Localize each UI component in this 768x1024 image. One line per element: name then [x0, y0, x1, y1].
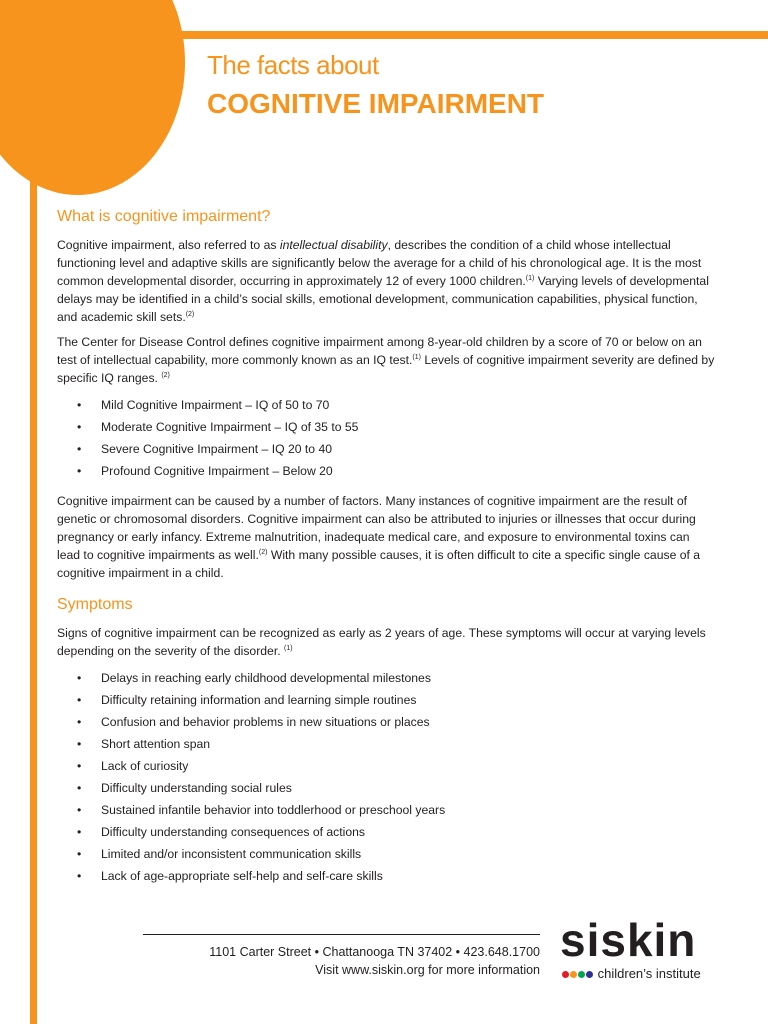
list-item: • Lack of curiosity	[101, 755, 715, 777]
footer-address: 1101 Carter Street • Chattanooga TN 37402 • 423.648.1700	[209, 945, 540, 959]
section-heading-what-is: What is cognitive impairment?	[57, 208, 271, 225]
list-item: • Confusion and behavior problems in new situations or places	[101, 711, 715, 733]
intro-paragraph: Cognitive impairment, also referred to as intellectual disability, describes the condition of a child whose intellectual functioning level and adaptive skills are significantly below the average for a child of his chronological age. It is the most common developmental disorder, occurring in approximately 12 of every 1000 children.$^{(1)}$ Varying levels of developmental delays may be identified in a child’s social skills, emotional development, communication capabilities, physical function, and academic skill sets.$^{(2)}$	[57, 238, 709, 324]
symptoms-list	[57, 667, 715, 887]
list-item: • Delays in reaching early childhood developmental milestones	[101, 667, 715, 689]
list-item: • Profound Cognitive Impairment – Below 20	[101, 460, 715, 482]
list-item: • Sustained infantile behavior into toddlerhood or preschool years	[101, 799, 715, 821]
logo-dot-blue-icon	[586, 971, 593, 978]
footer-website: Visit www.siskin.org for more information	[315, 963, 540, 977]
list-item: • Moderate Cognitive Impairment – IQ of 35 to 55	[101, 416, 715, 438]
logo-subtitle-text: children’s institute	[597, 966, 701, 981]
logo-wordmark: siskin	[560, 914, 697, 966]
footer-divider	[143, 934, 540, 935]
siskin-logo	[555, 914, 735, 994]
title-prefix: The facts about	[207, 50, 379, 80]
page-title: COGNITIVE IMPAIRMENT	[207, 88, 545, 119]
logo-dot-green-icon	[578, 971, 585, 978]
list-item: • Lack of age-appropriate self-help and self-care skills	[101, 865, 715, 887]
list-item: • Severe Cognitive Impairment – IQ 20 to 40	[101, 438, 715, 460]
severity-list	[57, 394, 715, 482]
list-item: • Limited and/or inconsistent communication skills	[101, 843, 715, 865]
orange-circle-shape	[0, 0, 185, 195]
logo-dot-red-icon	[562, 971, 569, 978]
list-item: • Mild Cognitive Impairment – IQ of 50 to 70	[101, 394, 715, 416]
symptoms-intro-paragraph: Signs of cognitive impairment can be recognized as early as 2 years of age. These symptoms will occur at varying levels depending on the severity of the disorder. $^{(1)}$	[57, 626, 706, 658]
section-heading-symptoms: Symptoms	[57, 596, 133, 613]
cdc-paragraph: The Center for Disease Control defines cognitive impairment among 8-year-old children by a score of 70 or below on an test of intellectual capability, more commonly known as an IQ test.$^{(1)}$ Levels of cognitive impairment severity are defined by specific IQ ranges. $^{(2)}$	[57, 335, 715, 385]
left-accent-bar	[30, 31, 37, 1024]
logo-subtitle	[562, 966, 701, 981]
causes-paragraph: Cognitive impairment can be caused by a number of factors. Many instances of cognitive impairment are the result of genetic or chromosomal disorders. Cognitive impairment can also be attributed to injuries or illnesses that occur during pregnancy or early infancy. Extreme malnutrition, inadequate medical care, and exposure to environmental toxins can lead to cognitive impairments as well.$^{(2)}$ With many possible causes, it is often difficult to cite a specific single cause of a cognitive impairment in a child.	[57, 494, 701, 580]
list-item: • Difficulty understanding consequences of actions	[101, 821, 715, 843]
top-accent-bar	[30, 31, 768, 39]
logo-dot-orange-icon	[570, 971, 577, 978]
list-item: • Difficulty understanding social rules	[101, 777, 715, 799]
list-item: • Difficulty retaining information and learning simple routines	[101, 689, 715, 711]
footer-contact	[143, 943, 540, 979]
list-item: • Short attention span	[101, 733, 715, 755]
document-body	[57, 208, 715, 897]
